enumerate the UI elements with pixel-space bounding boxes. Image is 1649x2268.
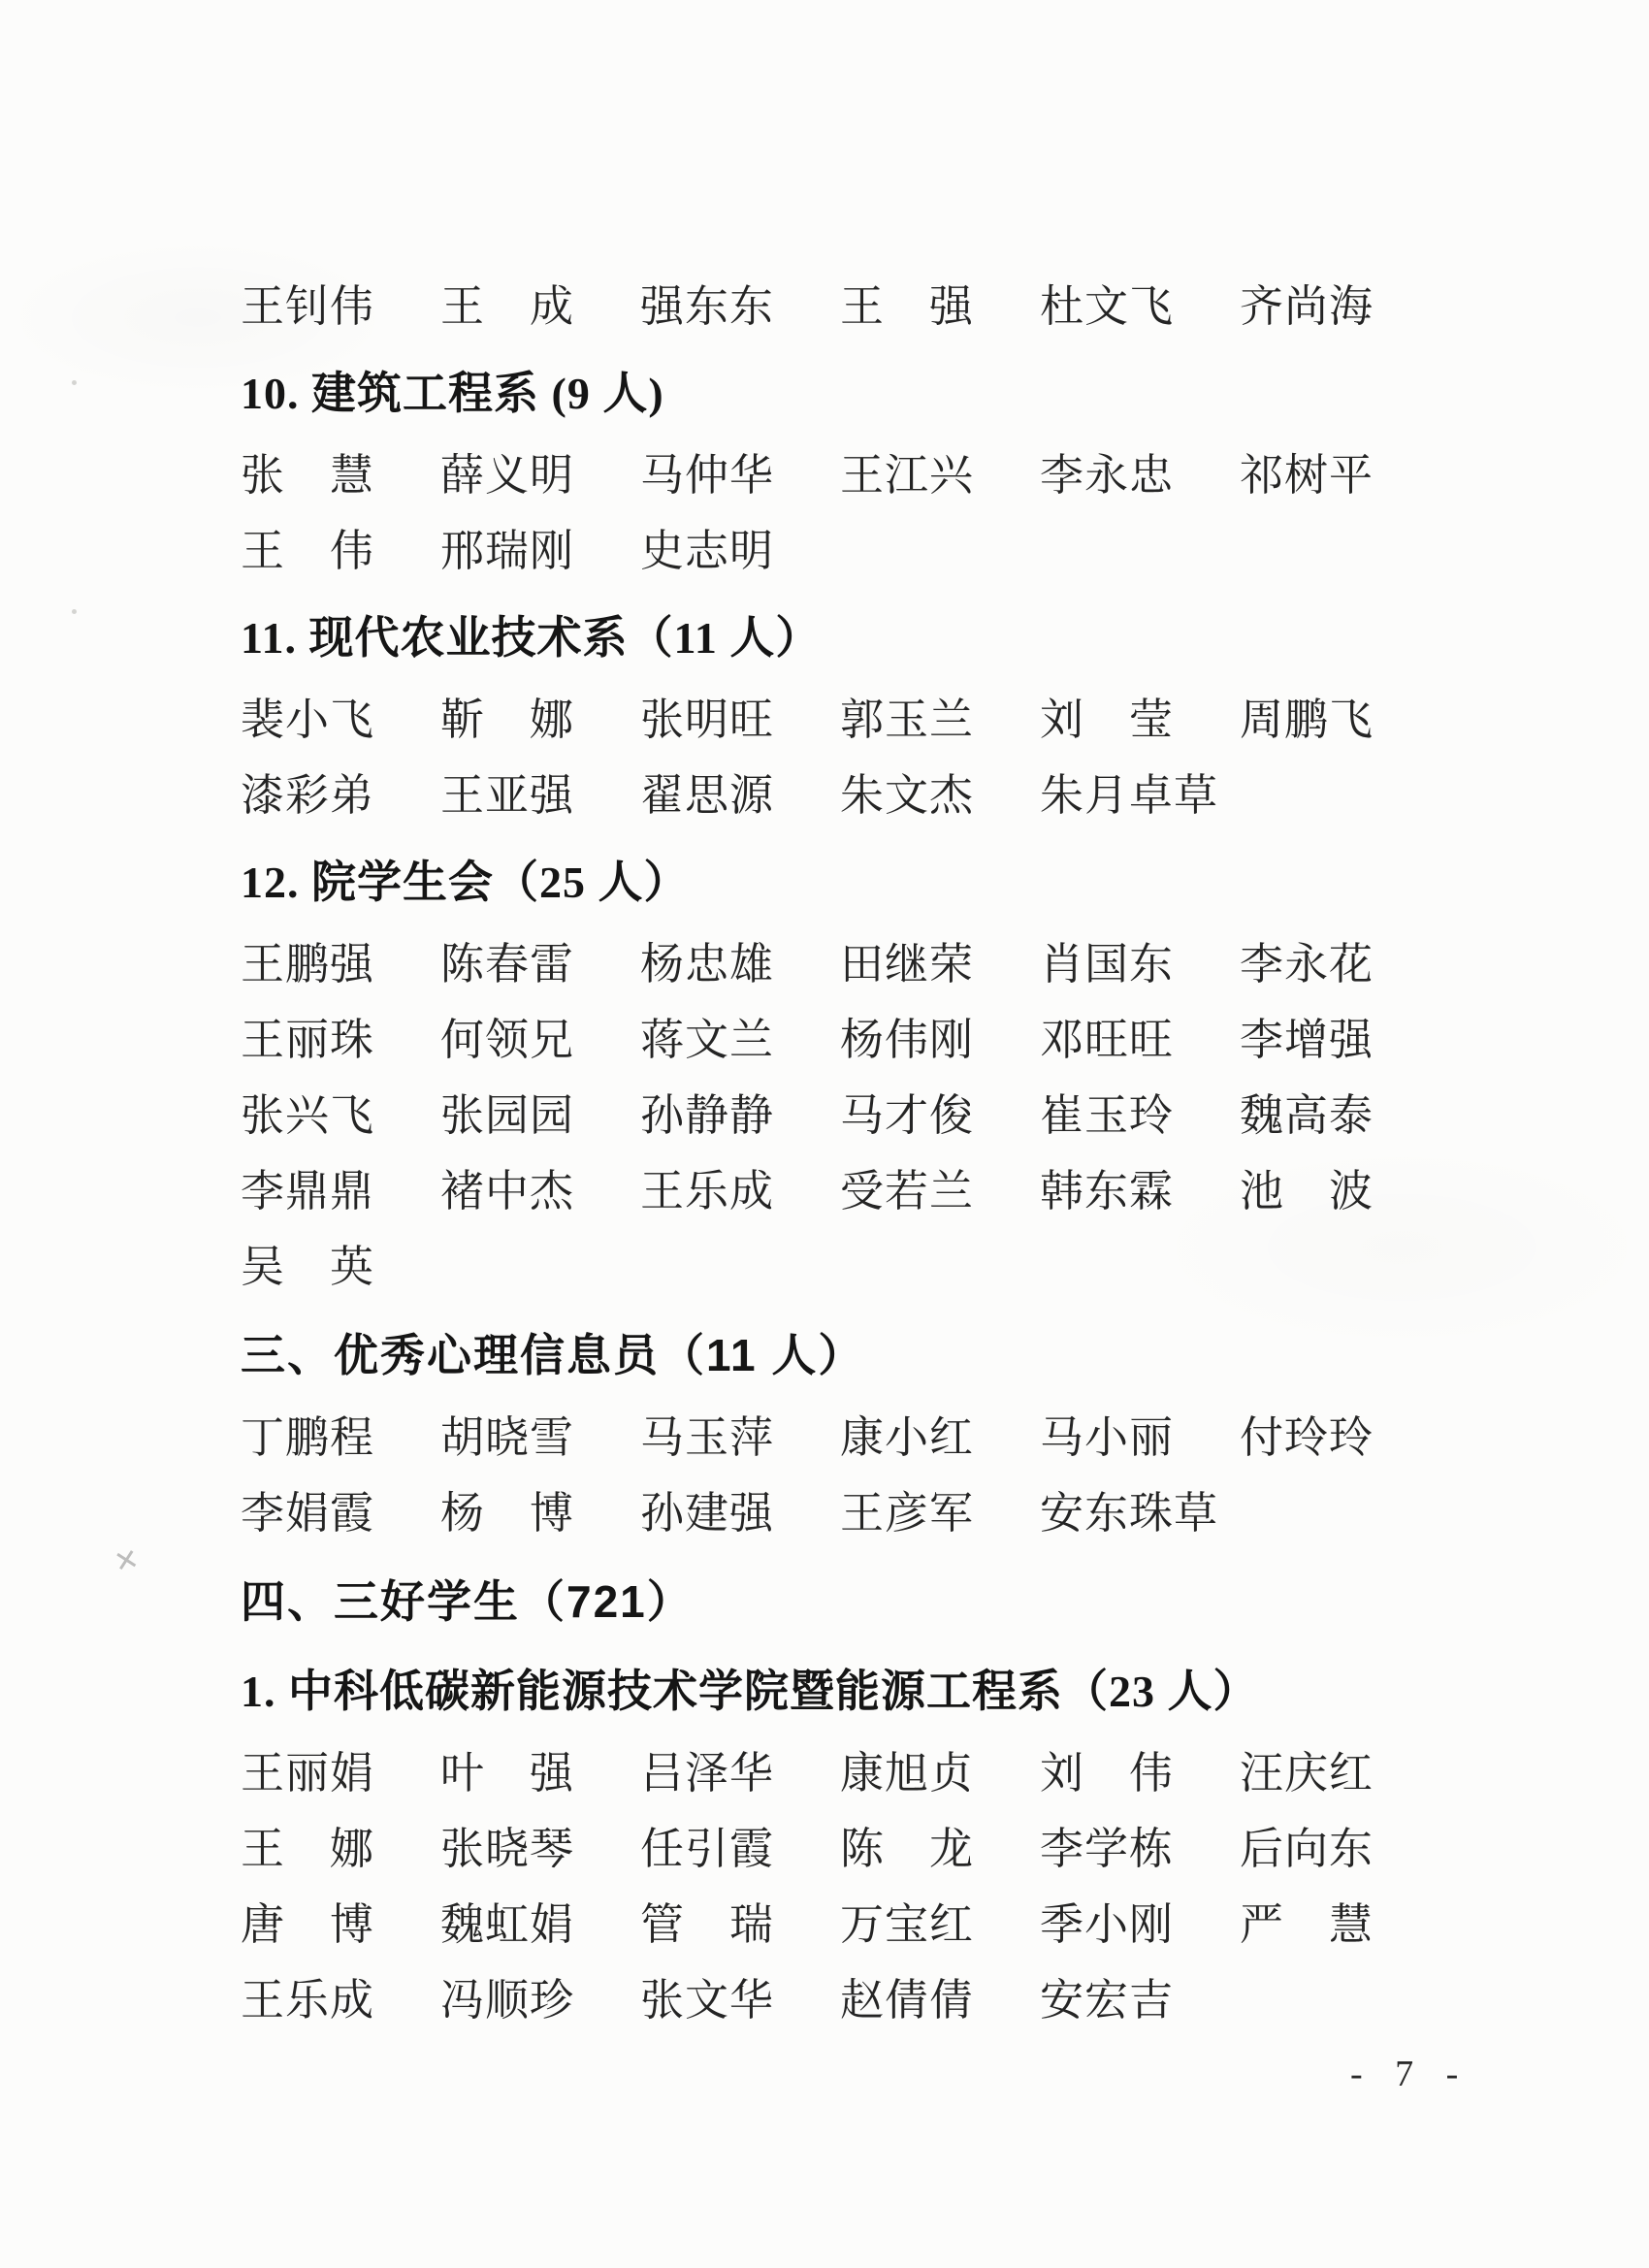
person-name: 杨忠雄 bbox=[640, 939, 775, 988]
person-name: 朱文杰 bbox=[840, 770, 975, 820]
person-name: 王彦军 bbox=[840, 1488, 975, 1538]
names-row bbox=[241, 677, 1453, 753]
person-name: 张园园 bbox=[440, 1090, 575, 1140]
names-row bbox=[241, 1471, 1453, 1546]
person-name: 马玉萍 bbox=[640, 1412, 775, 1462]
person-name: 李娟霞 bbox=[241, 1488, 375, 1538]
names-row bbox=[241, 1958, 1453, 2033]
person-name: 蒋文兰 bbox=[640, 1015, 775, 1064]
section-heading: 三、优秀心理信息员（11 人） bbox=[241, 1330, 865, 1380]
person-name: 杜文飞 bbox=[1040, 281, 1175, 331]
names-row bbox=[241, 753, 1453, 828]
person-name: 李增强 bbox=[1240, 1015, 1374, 1064]
person-name: 张兴飞 bbox=[241, 1090, 375, 1140]
person-name: 李学栋 bbox=[1040, 1824, 1175, 1873]
names-row bbox=[241, 433, 1453, 508]
person-name: 孙静静 bbox=[640, 1090, 775, 1140]
person-name: 丁鹏程 bbox=[241, 1412, 375, 1462]
person-name: 张 慧 bbox=[241, 450, 375, 500]
section-heading: 10. 建筑工程系 (9 人) bbox=[241, 369, 664, 418]
person-name: 魏高泰 bbox=[1240, 1090, 1374, 1140]
person-name: 李永忠 bbox=[1040, 450, 1175, 500]
person-name: 郭玉兰 bbox=[840, 695, 975, 744]
person-name: 褚中杰 bbox=[440, 1166, 575, 1215]
person-name: 王江兴 bbox=[840, 450, 975, 500]
person-name: 王乐成 bbox=[241, 1975, 375, 2025]
person-name: 祁树平 bbox=[1240, 450, 1374, 500]
person-name: 薛义明 bbox=[440, 450, 575, 500]
person-name: 王 成 bbox=[440, 281, 575, 331]
person-name: 肖国东 bbox=[1040, 939, 1175, 988]
person-name: 裴小飞 bbox=[241, 695, 375, 744]
person-name: 张晓琴 bbox=[440, 1824, 575, 1873]
document-body bbox=[241, 264, 1453, 2033]
names-row bbox=[241, 1224, 1453, 1300]
person-name: 赵倩倩 bbox=[840, 1975, 975, 2025]
names-row bbox=[241, 997, 1453, 1073]
person-name: 池 波 bbox=[1240, 1166, 1374, 1215]
scan-speck bbox=[72, 609, 77, 614]
person-name: 胡晓雪 bbox=[440, 1412, 575, 1462]
names-row bbox=[241, 1882, 1453, 1958]
person-name: 后向东 bbox=[1240, 1824, 1374, 1873]
person-name: 王 伟 bbox=[241, 526, 375, 575]
page-number: - 7 - bbox=[1350, 2054, 1471, 2094]
person-name: 翟思源 bbox=[640, 770, 775, 820]
person-name: 严 慧 bbox=[1240, 1899, 1374, 1949]
person-name: 史志明 bbox=[640, 526, 775, 575]
person-name: 吴 英 bbox=[241, 1242, 375, 1291]
section-heading: 12. 院学生会（25 人） bbox=[241, 858, 690, 907]
person-name: 安宏吉 bbox=[1040, 1975, 1175, 2025]
person-name: 任引霞 bbox=[640, 1824, 775, 1873]
person-name: 马才俊 bbox=[840, 1090, 975, 1140]
person-name: 马仲华 bbox=[640, 450, 775, 500]
names-row bbox=[241, 1395, 1453, 1471]
person-name: 叶 强 bbox=[440, 1748, 575, 1798]
pencil-mark: ✕ bbox=[111, 1541, 143, 1581]
person-name: 周鹏飞 bbox=[1240, 695, 1374, 744]
names-row bbox=[241, 508, 1453, 584]
section-heading: 11. 现代农业技术系（11 人） bbox=[241, 613, 822, 663]
person-name: 王鹏强 bbox=[241, 939, 375, 988]
person-name: 管 瑞 bbox=[640, 1899, 775, 1949]
person-name: 李鼎鼎 bbox=[241, 1166, 375, 1215]
person-name: 孙建强 bbox=[640, 1488, 775, 1538]
section-heading: 四、三好学生（721） bbox=[241, 1576, 694, 1627]
person-name: 王丽娟 bbox=[241, 1748, 375, 1798]
person-name: 唐 博 bbox=[241, 1899, 375, 1949]
person-name: 张文华 bbox=[640, 1975, 775, 2025]
person-name: 王亚强 bbox=[440, 770, 575, 820]
person-name: 田继荣 bbox=[840, 939, 975, 988]
person-name: 陈 龙 bbox=[840, 1824, 975, 1873]
person-name: 齐尚海 bbox=[1240, 281, 1374, 331]
person-name: 康旭贞 bbox=[840, 1748, 975, 1798]
person-name: 朱月卓草 bbox=[1040, 770, 1219, 820]
person-name: 张明旺 bbox=[640, 695, 775, 744]
names-row bbox=[241, 1731, 1453, 1806]
person-name: 漆彩弟 bbox=[241, 770, 375, 820]
person-name: 李永花 bbox=[1240, 939, 1374, 988]
person-name: 邢瑞刚 bbox=[440, 526, 575, 575]
person-name: 安东珠草 bbox=[1040, 1488, 1219, 1538]
person-name: 邓旺旺 bbox=[1040, 1015, 1175, 1064]
person-name: 付玲玲 bbox=[1240, 1412, 1374, 1462]
names-row bbox=[241, 264, 1453, 340]
person-name: 杨伟刚 bbox=[840, 1015, 975, 1064]
person-name: 王乐成 bbox=[640, 1166, 775, 1215]
names-row bbox=[241, 1073, 1453, 1149]
person-name: 强东东 bbox=[640, 281, 775, 331]
person-name: 崔玉玲 bbox=[1040, 1090, 1175, 1140]
person-name: 王 强 bbox=[840, 281, 975, 331]
person-name: 王钊伟 bbox=[241, 281, 375, 331]
person-name: 万宝红 bbox=[840, 1899, 975, 1949]
person-name: 康小红 bbox=[840, 1412, 975, 1462]
person-name: 王丽珠 bbox=[241, 1015, 375, 1064]
section-heading: 1. 中科低碳新能源技术学院暨能源工程系（23 人） bbox=[241, 1667, 1259, 1716]
person-name: 韩东霖 bbox=[1040, 1166, 1175, 1215]
names-row bbox=[241, 1806, 1453, 1882]
person-name: 靳 娜 bbox=[440, 695, 575, 744]
person-name: 王 娜 bbox=[241, 1824, 375, 1873]
person-name: 魏虹娟 bbox=[440, 1899, 575, 1949]
scan-speck bbox=[72, 380, 77, 385]
person-name: 马小丽 bbox=[1040, 1412, 1175, 1462]
names-row bbox=[241, 1149, 1453, 1224]
person-name: 刘 伟 bbox=[1040, 1748, 1175, 1798]
person-name: 何领兄 bbox=[440, 1015, 575, 1064]
person-name: 陈春雷 bbox=[440, 939, 575, 988]
names-row bbox=[241, 922, 1453, 997]
person-name: 汪庆红 bbox=[1240, 1748, 1374, 1798]
person-name: 受若兰 bbox=[840, 1166, 975, 1215]
person-name: 季小刚 bbox=[1040, 1899, 1175, 1949]
person-name: 杨 博 bbox=[440, 1488, 575, 1538]
person-name: 吕泽华 bbox=[640, 1748, 775, 1798]
person-name: 冯顺珍 bbox=[440, 1975, 575, 2025]
person-name: 刘 莹 bbox=[1040, 695, 1175, 744]
